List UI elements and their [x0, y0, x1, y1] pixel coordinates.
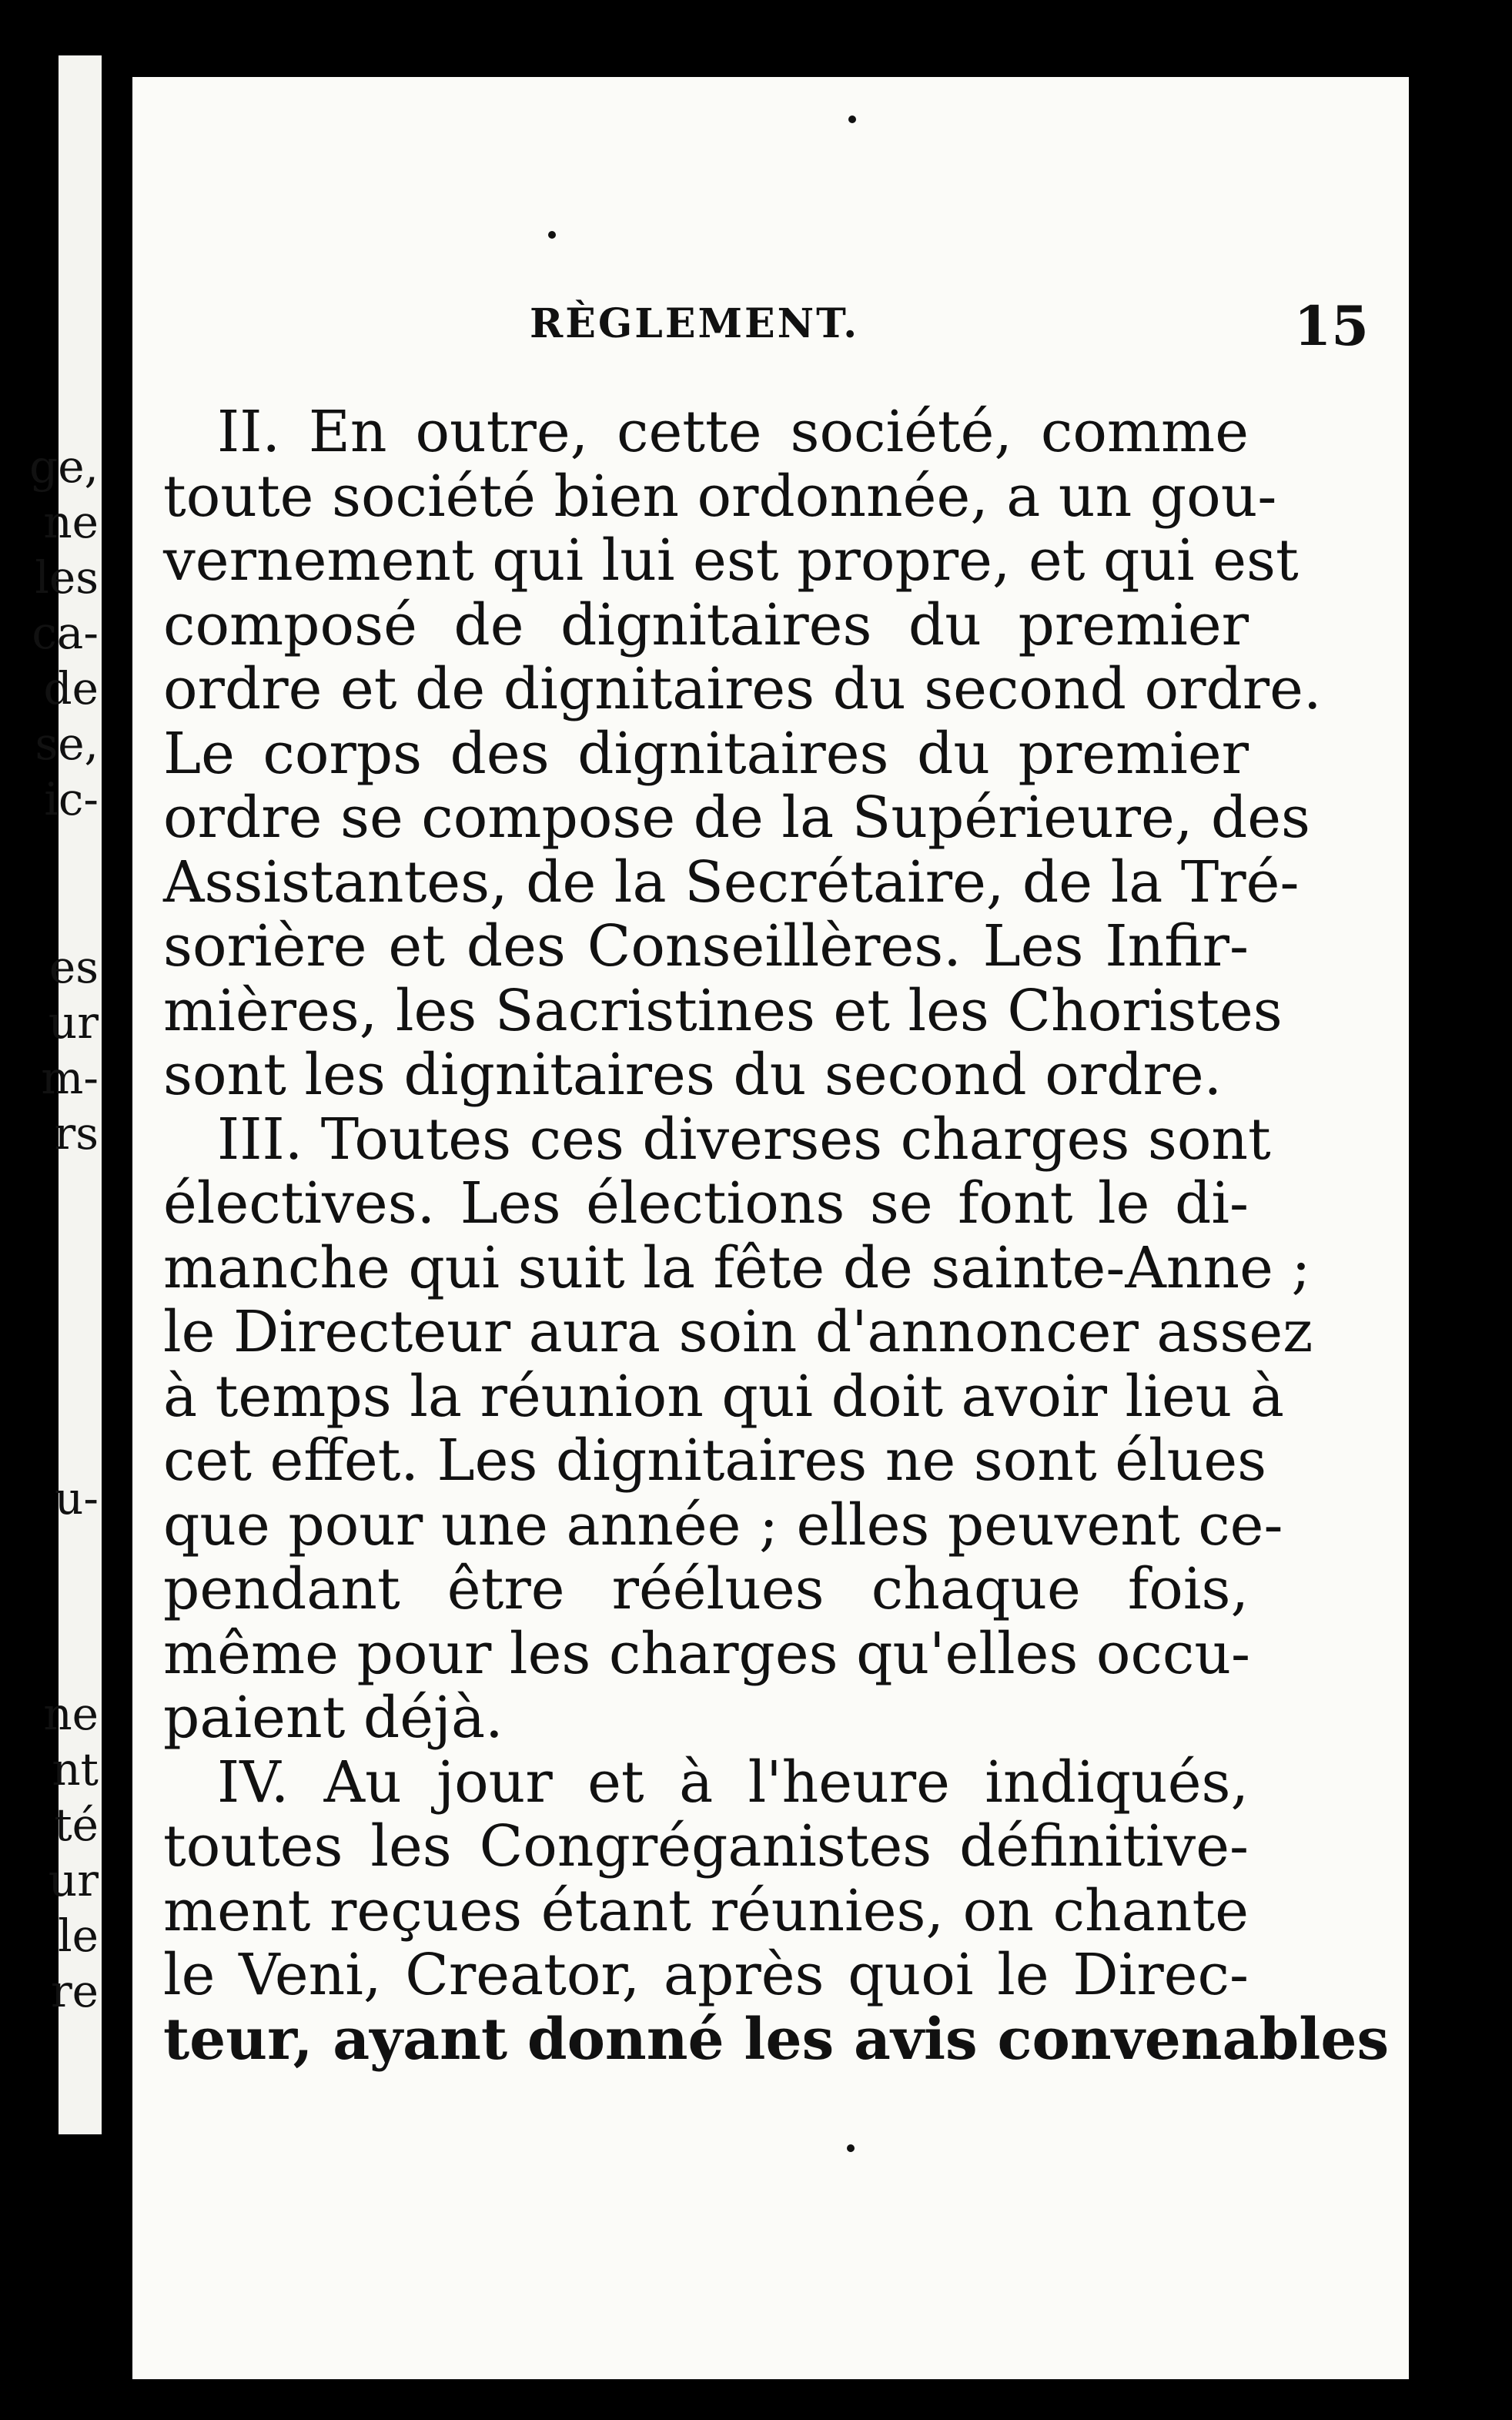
facing-fragment: re [50, 1965, 99, 2017]
text-line: ordre se compose de la Supérieure, des [163, 785, 1311, 851]
text-line: le Veni, Creator, après quoi le Direc- [163, 1942, 1249, 2008]
text-line: III. Toutes ces diverses charges sont [217, 1106, 1271, 1173]
text-line: le Directeur aura soin d'annoncer assez [163, 1299, 1313, 1365]
facing-fragment: se, [35, 718, 99, 770]
text-line: Assistantes, de la Secrétaire, de la Tré- [163, 849, 1300, 915]
text-line: vernement qui lui est propre, et qui est [163, 527, 1299, 594]
paragraph [163, 399, 1322, 1108]
facing-fragment: té [54, 1799, 99, 1851]
text-line: composé de dignitaires du premier [163, 591, 1249, 658]
text-line: teur, ayant donné les avis convenables [163, 2006, 1390, 2073]
text-line: manche qui suit la fête de sainte-Anne ; [163, 1234, 1311, 1301]
text-line: IV. Au jour et à l'heure indiqués, [217, 1749, 1249, 1816]
facing-fragment: ca- [32, 607, 99, 659]
facing-page-edge [29, 55, 102, 2134]
text-line: que pour une année ; elles peuvent ce- [163, 1491, 1283, 1558]
page-number: 15 [1293, 294, 1369, 358]
facing-fragment: de [43, 662, 99, 715]
text-line: sont les dignitaires du second ordre. [163, 1042, 1223, 1108]
text-line: toutes les Congréganistes définitive- [163, 1813, 1249, 1879]
facing-fragment: nt [52, 1743, 99, 1796]
print-speck [548, 231, 556, 239]
text-line: à temps la réunion qui doit avoir lieu à [163, 1363, 1284, 1430]
facing-fragment: es [49, 941, 99, 993]
text-line: même pour les charges qu'elles occu- [163, 1620, 1251, 1687]
facing-fragment: rs [54, 1107, 99, 1160]
facing-fragment: ne [43, 496, 99, 548]
facing-fragment: ur [48, 1854, 99, 1906]
text-line: ment reçues étant réunies, on chante [163, 1877, 1249, 1944]
facing-fragment: ic- [44, 773, 99, 825]
print-speck [848, 115, 856, 123]
running-title: RÈGLEMENT. [530, 300, 860, 347]
text-line: II. En outre, cette société, comme [217, 399, 1249, 465]
paragraph [163, 1749, 1390, 2073]
text-line: mières, les Sacristines et les Choristes [163, 977, 1283, 1044]
text-line: ordre et de dignitaires du second ordre. [163, 656, 1322, 722]
facing-fragment: m- [41, 1052, 99, 1104]
facing-fragment: u- [55, 1472, 99, 1525]
text-line: pendant être réélues chaque fois, [163, 1556, 1249, 1622]
text-line: toute société bien ordonnée, a un gou- [163, 463, 1277, 530]
text-line: sorière et des Conseillères. Les Infir- [163, 913, 1249, 979]
text-line: paient déjà. [163, 1685, 503, 1751]
text-line: cet effet. Les dignitaires ne sont élues [163, 1428, 1267, 1494]
facing-fragment: le [58, 1910, 99, 1962]
text-line: électives. Les élections se font le di- [163, 1170, 1249, 1237]
text-line: Le corps des dignitaires du premier [163, 720, 1249, 787]
paragraph [163, 1106, 1313, 1751]
facing-fragment: les [35, 551, 99, 604]
body-text [163, 399, 1390, 2073]
facing-fragment: ge, [29, 440, 99, 493]
running-head [530, 294, 1384, 370]
book-page [132, 77, 1409, 2379]
facing-fragment: ur [48, 996, 99, 1049]
facing-fragment: ne [43, 1688, 99, 1740]
print-speck [847, 2144, 855, 2152]
